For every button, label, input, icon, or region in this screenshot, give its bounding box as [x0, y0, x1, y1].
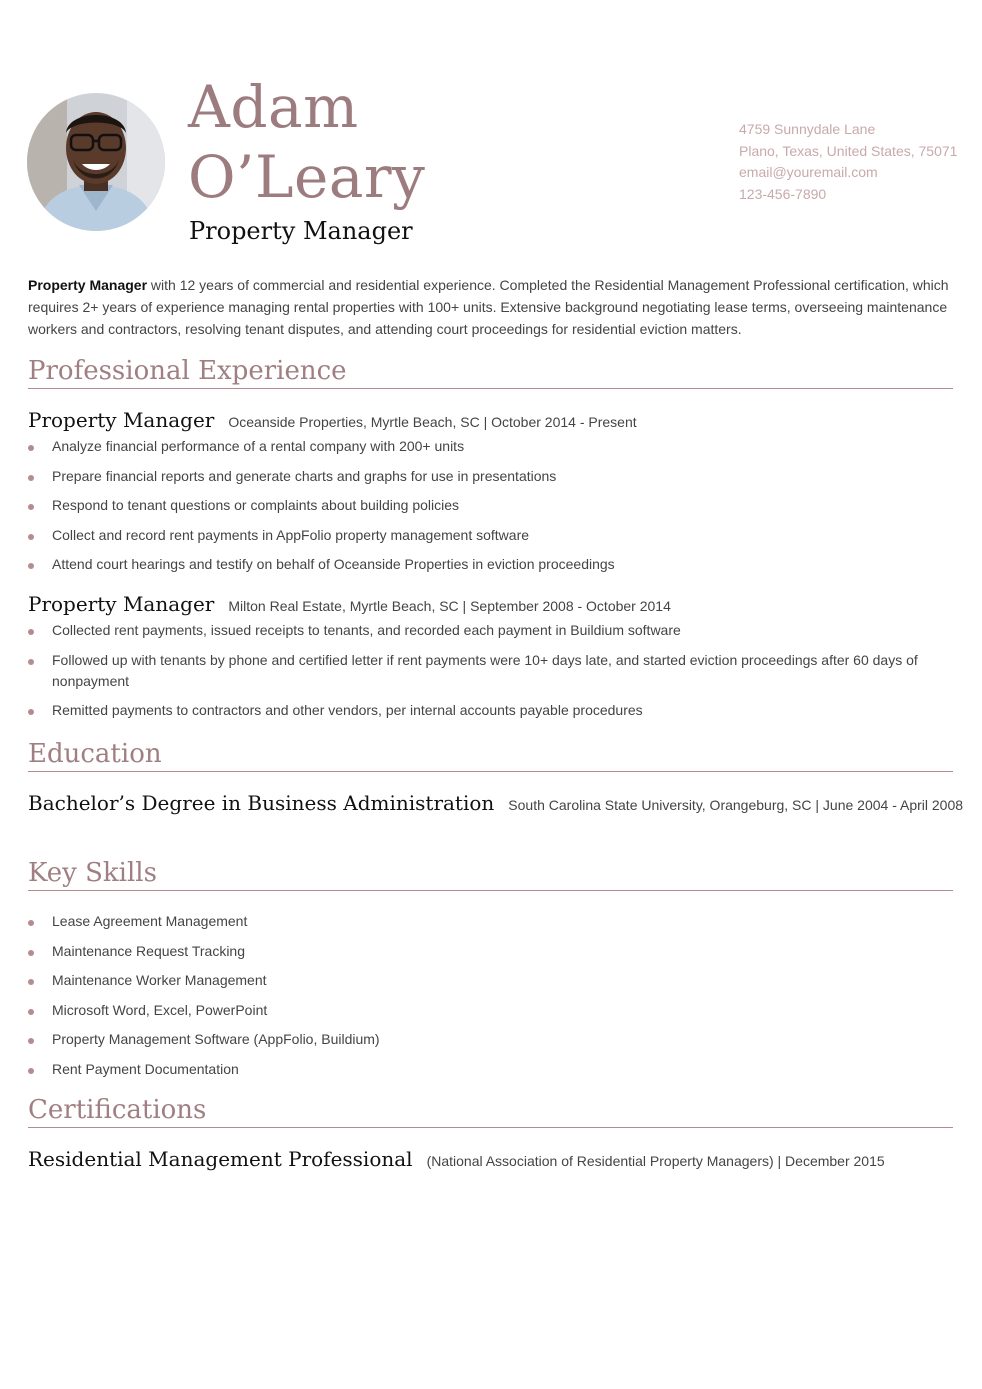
job-2-title: Property Manager	[28, 592, 215, 616]
job-title: Property Manager	[189, 217, 413, 245]
list-item: Maintenance Request Tracking	[28, 941, 928, 962]
job-2-bullets	[28, 620, 928, 730]
experience-heading: Professional Experience	[28, 355, 953, 389]
candidate-name	[188, 72, 425, 212]
list-item: Collected rent payments, issued receipts to tenants, and recorded each payment in Buildium software	[28, 620, 928, 641]
job-2-meta: Milton Real Estate, Myrtle Beach, SC | September 2008 - October 2014	[228, 598, 671, 614]
job-1-bullets	[28, 436, 928, 584]
contact-phone: 123-456-7890	[739, 185, 827, 202]
summary-paragraph	[28, 274, 958, 340]
list-item: Analyze financial performance of a rental company with 200+ units	[28, 436, 928, 457]
person-portrait-icon	[27, 93, 165, 231]
summary-lead: Property Manager	[28, 277, 148, 293]
certifications-heading: Certifications	[28, 1094, 953, 1128]
last-name: O’Leary	[188, 143, 426, 211]
list-item: Attend court hearings and testify on behalf of Oceanside Properties in eviction proceedings	[28, 554, 928, 575]
degree-meta: South Carolina State University, Orangeburg, SC | June 2004 - April 2008	[508, 797, 964, 813]
list-item: Maintenance Worker Management	[28, 970, 928, 991]
skills-list	[28, 911, 928, 1088]
certification-meta: (National Association of Residential Property Managers) | December 2015	[426, 1153, 885, 1169]
list-item: Property Management Software (AppFolio, Buildium)	[28, 1029, 928, 1050]
list-item: Prepare financial reports and generate charts and graphs for use in presentations	[28, 466, 928, 487]
contact-city: Plano, Texas, United States, 75071	[739, 142, 958, 159]
certification-name: Residential Management Professional	[28, 1147, 413, 1171]
list-item: Microsoft Word, Excel, PowerPoint	[28, 1000, 928, 1021]
job-header-1	[28, 408, 637, 432]
job-1-meta: Oceanside Properties, Myrtle Beach, SC | October 2014 - Present	[228, 414, 637, 430]
contact-email[interactable]: email@youremail.com	[739, 164, 878, 180]
list-item: Collect and record rent payments in AppFolio property management software	[28, 525, 928, 546]
list-item: Rent Payment Documentation	[28, 1059, 928, 1080]
skills-heading: Key Skills	[28, 857, 953, 891]
list-item: Followed up with tenants by phone and certified letter if rent payments were 10+ days late, and started eviction proceedings after 60 days of nonpayment	[28, 650, 928, 692]
first-name: Adam	[188, 73, 359, 141]
education-entry	[28, 791, 963, 815]
education-heading: Education	[28, 738, 953, 772]
job-1-title: Property Manager	[28, 408, 215, 432]
degree-title: Bachelor’s Degree in Business Administration	[28, 791, 495, 815]
list-item: Remitted payments to contractors and other vendors, per internal accounts payable procedures	[28, 700, 928, 721]
certification-entry	[28, 1147, 885, 1171]
list-item: Respond to tenant questions or complaints about building policies	[28, 495, 928, 516]
job-header-2	[28, 592, 671, 616]
contact-info	[739, 119, 957, 205]
list-item: Lease Agreement Management	[28, 911, 928, 932]
summary-text: with 12 years of commercial and residential experience. Completed the Residential Management Professional certification, which requires 2+ years of experience managing rental properties with 100+ units. Extensive background negotiating lease terms, overseeing maintenance workers and contractors, resolving tenant disputes, and attending court proceedings for residential eviction matters.	[28, 277, 949, 337]
contact-street: 4759 Sunnydale Lane	[739, 121, 876, 137]
profile-photo	[27, 93, 165, 231]
